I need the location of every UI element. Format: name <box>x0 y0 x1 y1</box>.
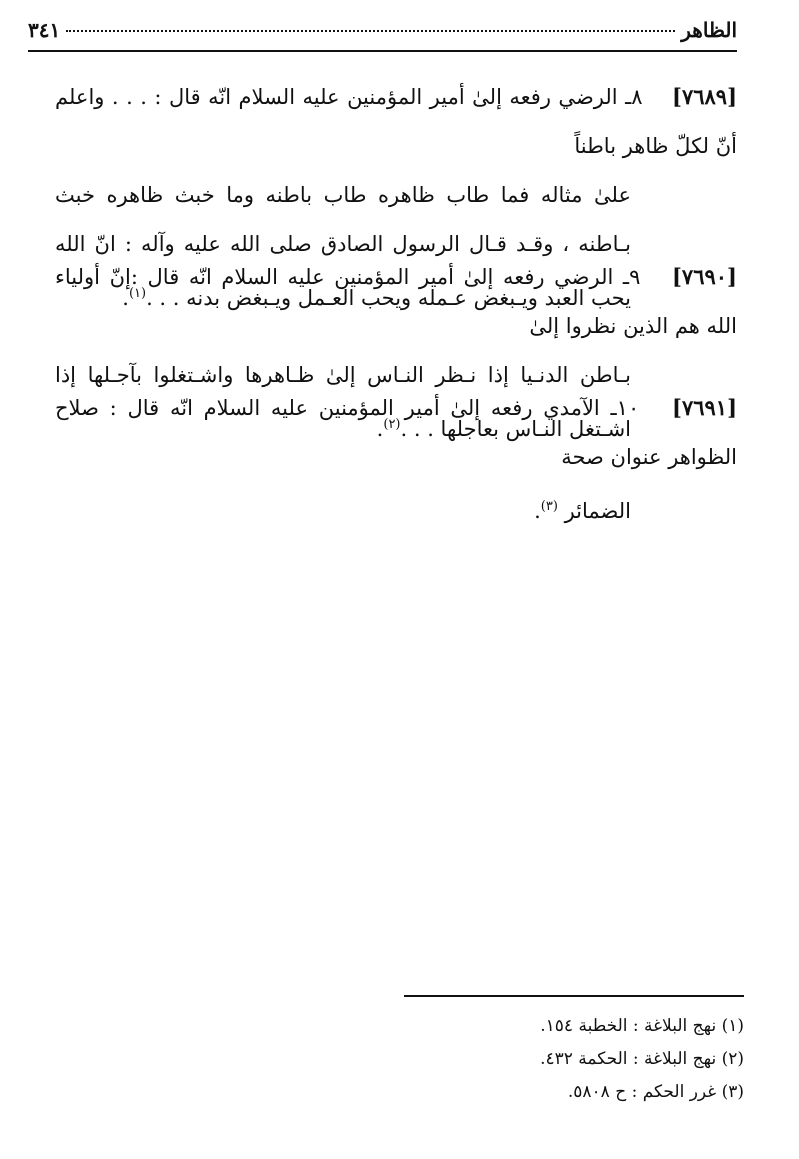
entry-continuation: بـاطن الدنـيا إذا نـظر النـاس إلىٰ ظـاهرها واشـتغلوا بآجـلها إذا اشـتغل النـاس بعاجلها . . .$^{(٢)}$. <box>55 363 631 441</box>
entry-text: ١٠ـ الآمدي رفعه إلىٰ أمير المؤمنين عليه السلام انّه قال : صلاح الظواهر عنوان صحة <box>55 396 737 469</box>
entry-text-continued: بـاطن الدنـيا إذا نـظر النـاس إلىٰ ظـاهرها واشـتغلوا بآجـلها إذا اشـتغل النـاس بعاجلها . . . <box>55 363 631 441</box>
entry-first-line <box>55 383 737 482</box>
footnote-2: (٢) نهج البلاغة : الحكمة ٤٣٢. <box>540 1049 744 1069</box>
footnote-ref: (١) <box>128 286 147 301</box>
page-header <box>28 18 737 52</box>
entry-first-line <box>55 252 737 351</box>
footnotes <box>344 1010 744 1109</box>
entry-continuation: الضمائر $^{(٣)}$. <box>534 499 631 523</box>
entry-number: [٧٦٩١] <box>672 395 737 420</box>
entry-number: [٧٦٩٠] <box>671 264 737 289</box>
entry-text-continued: علىٰ مثاله فما طاب ظاهره طاب باطنه وما خبث ظاهره خبث بـاطنه ، وقـد قـال الرسول الصادق صلى الله عليه وآله : انّ الله يحب العبد ويـبغض عـمله ويحب العـمل ويـبغض بدنه . . . <box>55 183 631 310</box>
entry-text: ٩ـ الرضي رفعه إلىٰ أمير المؤمنين عليه السلام انّه قال :إنّ أولياء الله هم الذين نظروا إلىٰ <box>55 265 737 338</box>
entry-first-line <box>55 72 737 171</box>
footnote-separator <box>404 995 744 997</box>
dotted-leader <box>66 30 675 32</box>
entry-continuation: علىٰ مثاله فما طاب ظاهره طاب باطنه وما خبث ظاهره خبث بـاطنه ، وقـد قـال الرسول الصادق صلى الله عليه وآله : انّ الله يحب العبد ويـبغض عـمله ويحب العـمل ويـبغض بدنه . . .$^{(١)}$. <box>55 183 631 310</box>
footnote-3: (٣) غرر الحكم : ح ٥٨٠٨. <box>567 1082 744 1102</box>
entry-text-continued: الضمائر <box>564 499 631 523</box>
hadith-entry-7691 <box>55 383 737 536</box>
entry-text: ٨ـ الرضي رفعه إلىٰ أمير المؤمنين عليه السلام انّه قال : . . . واعلم أنّ لكلّ ظاهر باطناً <box>55 85 737 158</box>
footnote-ref: (٣) <box>540 499 558 514</box>
page-number: ٣٤١ <box>28 18 61 42</box>
section-title: الظاهر <box>681 18 737 42</box>
footnote-ref: (٢) <box>383 417 401 432</box>
footnote-1: (١) نهج البلاغة : الخطبة ١٥٤. <box>540 1016 744 1036</box>
entry-number: [٧٦٨٩] <box>672 84 737 109</box>
